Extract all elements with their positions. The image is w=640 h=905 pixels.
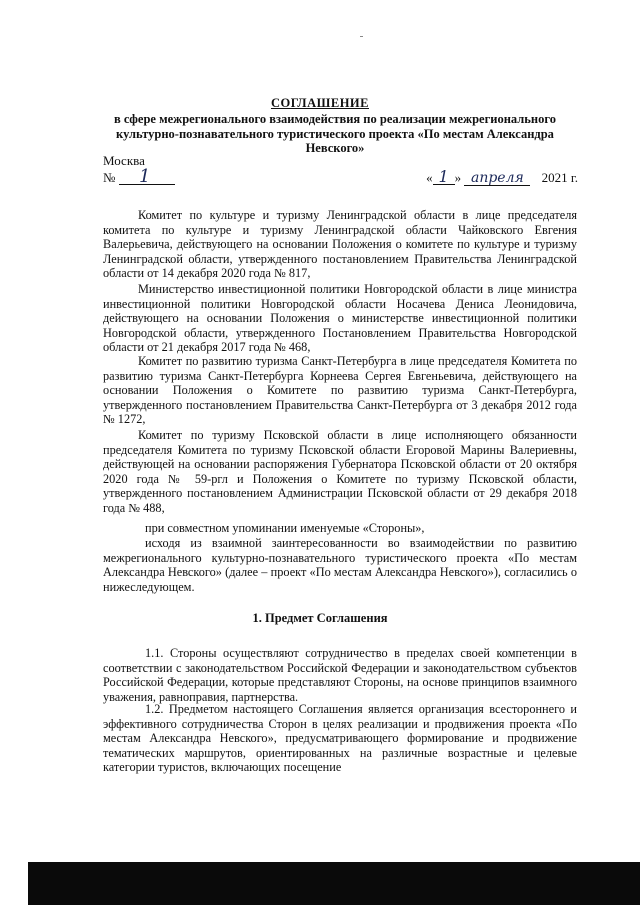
parties-collective-name: при совместном упоминании именуемые «Стороны», xyxy=(145,521,425,535)
clause-1-1: 1.1. Стороны осуществляют сотрудничество в пределах своей компетенции в соответствии с законодательством Российской Федерации и законодательством субъектов Российской Федерации, которые представляют Стороны, на основе принципов взаимного уважения, равноправия, партнерства. xyxy=(103,646,577,704)
scan-speck xyxy=(360,36,363,37)
document-title: СОГЛАШЕНИЕ xyxy=(270,96,369,110)
section-heading: 1. Предмет Соглашения xyxy=(252,611,388,625)
date-close-quote: » xyxy=(454,170,462,185)
scan-dark-border xyxy=(28,862,640,905)
party-paragraph-novgorod: Министерство инвестиционной политики Новгородской области в лице министра инвестиционной политики Новгородской области Носачева Дениса Леонидовича, действующего на основании Положения о министерстве инвестиционной политики Новгородской области, утвержденного Постановлением Правительства Новгородской области от 21 декабря 2017 года № 468, xyxy=(103,282,577,354)
number-label: № xyxy=(103,170,116,185)
party-paragraph-pskov: Комитет по туризму Псковской области в лице исполняющего обязанности председателя Комитета по туризму Псковской области Егоровой Марины Валериевны, действующей на основании распоряжения Губернатора Псковской области от 20 октября 2020 года № 59-ргл и Положения о Комитете по туризму Псковской области, утвержденного постановлением Администрации Псковской области от 29 декабря 2018 года № 488, xyxy=(103,428,577,515)
date-open-quote: « xyxy=(426,170,433,185)
party-paragraph-spb: Комитет по развитию туризма Санкт-Петербурга в лице председателя Комитета по развитию туризма Санкт-Петербурга Корнеева Сергея Евгеньевича, действующего на основании Положения о Комитете по развитию туризма Санкт-Петербурга, утвержденного постановлением Правительства Санкт-Петербурга от 3 декабря 2012 года № 1272, xyxy=(103,354,577,426)
clause-1-2: 1.2. Предметом настоящего Соглашения является организация всестороннего и эффективного сотрудничества Сторон в целях реализации и продвижения проекта «По местам Александра Невского», предусматривающего формирование и продвижение тематических маршрутов, ориентированных на различные возрастные и целевые категории туристов, включающих посещение xyxy=(103,702,577,774)
date-day: 1 xyxy=(433,170,455,185)
number-date-row xyxy=(103,166,578,190)
city-label: Москва xyxy=(103,153,145,168)
number-value: 1 xyxy=(139,166,151,187)
date-month: апреля xyxy=(464,171,530,186)
document-subtitle: в сфере межрегионального взаимодействия по реализации межрегионального культурно-познавательного туристического проекта «По местам Александра Невского» xyxy=(114,112,556,155)
agreement-date xyxy=(426,167,578,186)
agreement-intro-paragraph: исходя из взаимной заинтересованности во взаимодействии по развитию межрегионального культурно-познавательного туристического проекта «По местам Александра Невского» (далее – проект «По местам Александра Невского»), согласились о нижеследующем. xyxy=(103,536,577,594)
date-year: 2021 г. xyxy=(541,170,578,185)
party-paragraph-leningrad: Комитет по культуре и туризму Ленинградской области в лице председателя комитета по культуре и туризму Ленинградской области Чайковского Евгения Валерьевича, действующего на основании Положения о комитете по культуре и туризму Ленинградской области, утвержденного постановлением Правительства Ленинградской области от 14 декабря 2020 года № 817, xyxy=(103,208,577,280)
